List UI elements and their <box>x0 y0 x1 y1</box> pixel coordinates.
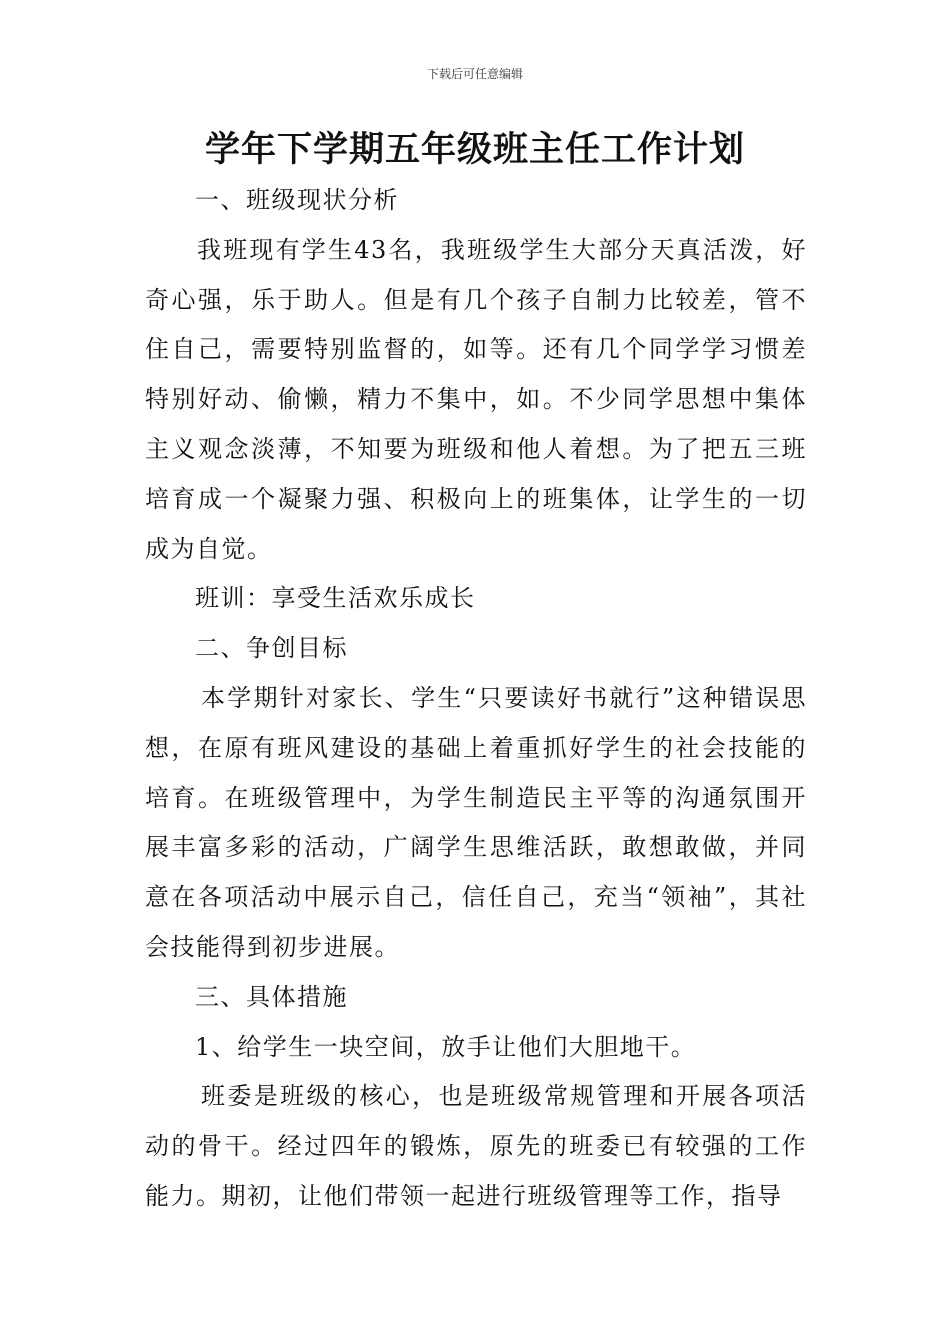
section-3-heading: 三、具体措施 <box>195 982 348 1011</box>
document-body <box>145 176 807 1222</box>
section-2-heading: 二、争创目标 <box>195 634 348 663</box>
header-note: 下载后可任意编辑 <box>426 67 523 81</box>
section-1-heading: 一、班级现状分析 <box>195 186 399 214</box>
section-3-item-1-paragraph: 班委是班级的核心，也是班级常规管理和开展各项活动的骨干。经过四年的锻炼，原先的班委已有较强的工作能力。期初，让他们带领一起进行班级管理等工作，指导 <box>145 1082 807 1210</box>
section-1-paragraph: 我班现有学生43名，我班级学生大部分天真活泼，好奇心强，乐于助人。但是有几个孩子自制力比较差，管不住自己，需要特别监督的，如等。还有几个同学学习惯差特别好动、偷懒，精力不集中，如。不少同学思想中集体主义观念淡薄，不知要为班级和他人着想。为了把五三班培育成一个凝聚力强、积极向上的班集体，让学生的一切成为自觉。 <box>145 235 807 563</box>
class-motto: 班训：享受生活欢乐成长 <box>195 584 476 613</box>
section-3-item-1-heading: 1、给学生一块空间，放手让他们大胆地干。 <box>195 1032 697 1061</box>
document-title: 学年下学期五年级班主任工作计划 <box>204 130 745 170</box>
section-2-paragraph: 本学期针对家长、学生“只要读好书就行”这种错误思想，在原有班风建设的基础上着重抓好学生的社会技能的培育。在班级管理中，为学生制造民主平等的沟通氛围开展丰富多彩的活动，广阔学生思维活跃，敢想敢做，并同意在各项活动中展示自己，信任自己，充当“领袖”，其社会技能得到初步进展。 <box>145 683 807 961</box>
